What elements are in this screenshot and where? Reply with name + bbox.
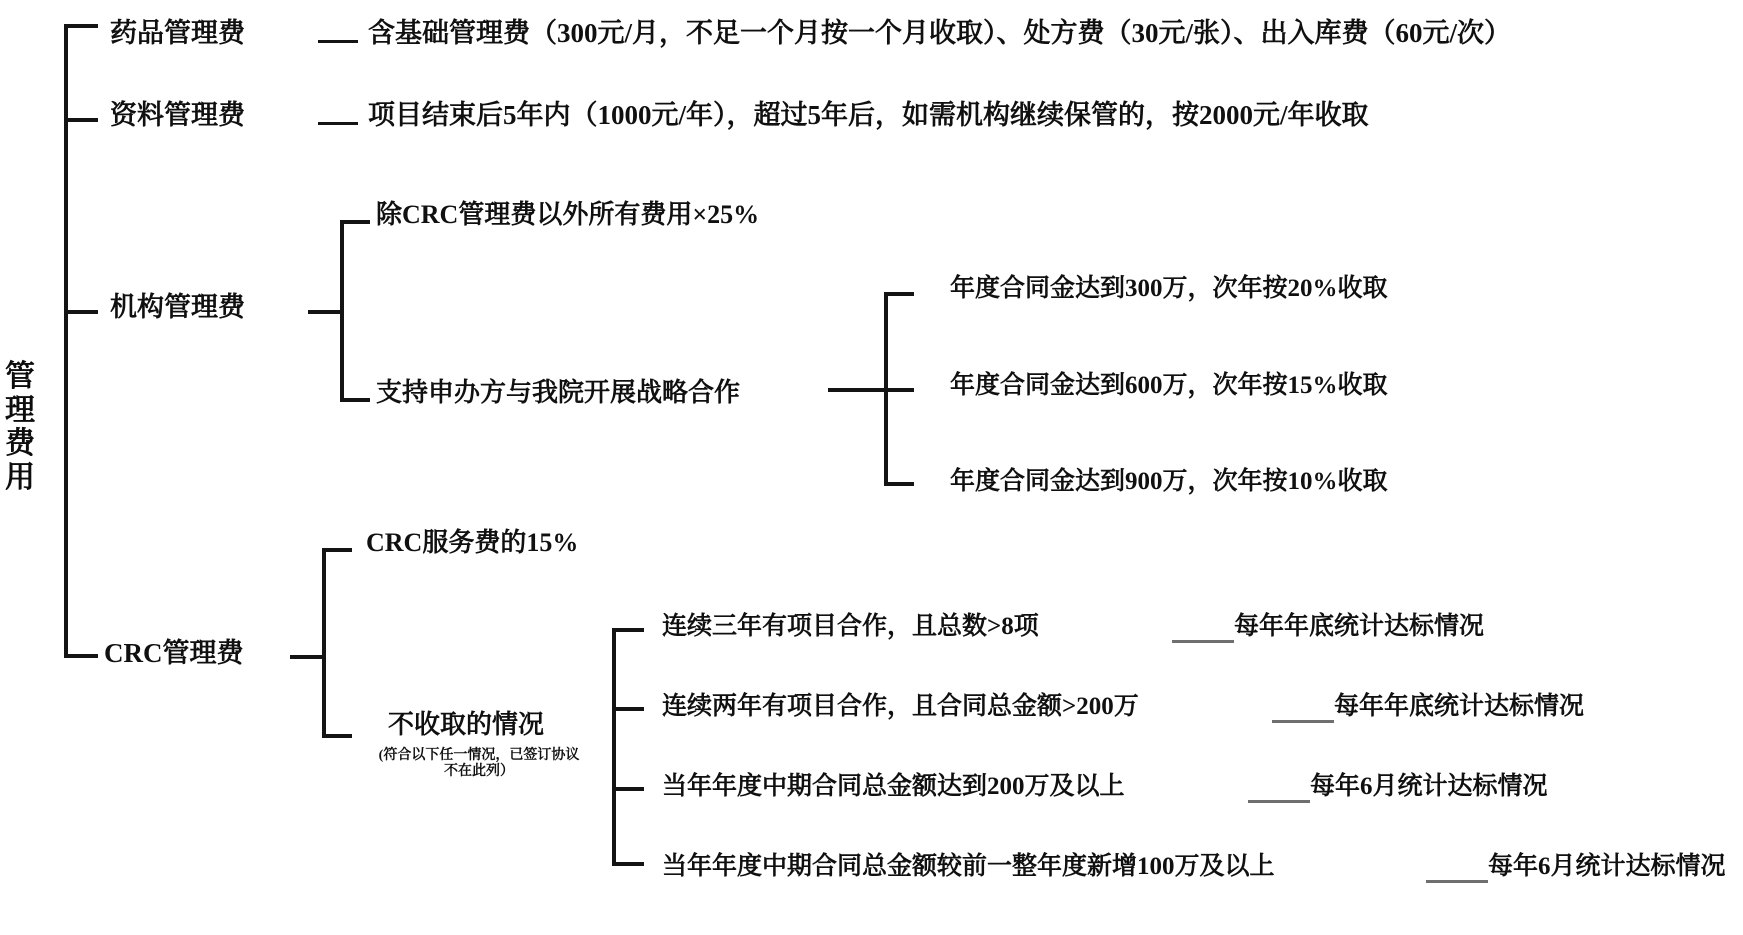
root-label: 管理费用 — [5, 360, 35, 494]
detail-drug-management-fee: 含基础管理费（300元/月，不足一个月按一个月收取）、处方费（30元/张）、出入库费（60元/次） — [368, 18, 1512, 48]
crc-child-rate: CRC服务费的15% — [366, 528, 579, 557]
connector-institution — [308, 310, 342, 314]
waiver-3-tail: 每年6月统计达标情况 — [1310, 773, 1548, 800]
waiver-4-tail: 每年6月统计达标情况 — [1488, 853, 1726, 880]
institution-child-rate: 除CRC管理费以外所有费用×25% — [376, 200, 760, 229]
connector-drug-detail — [318, 40, 358, 43]
waiver-bracket — [612, 628, 644, 866]
detail-archive-management-fee: 项目结束后5年内（1000元/年），超过5年后，如需机构继续保管的，按2000元/年收取 — [368, 100, 1369, 130]
connector-waiver-4-tail — [1426, 880, 1488, 883]
connector-waiver-3-tail — [1248, 800, 1310, 803]
institution-bracket — [340, 220, 370, 402]
connector-waiver-2-tail — [1272, 720, 1334, 723]
connector-waiver-1-tail — [1172, 640, 1234, 643]
branch-label-drug-management-fee: 药品管理费 — [110, 18, 245, 48]
crc-child-waiver: 不收取的情况 — [388, 710, 545, 739]
waiver-1-tail: 每年年底统计达标情况 — [1234, 613, 1485, 640]
branch-label-institution-management-fee: 机构管理费 — [110, 292, 245, 322]
tier-600-label: 年度合同金达到600万，次年按15%收取 — [950, 372, 1388, 399]
tier-300-label: 年度合同金达到300万，次年按20%收取 — [950, 275, 1388, 302]
waiver-tick-2 — [612, 707, 644, 711]
branch-label-archive-management-fee: 资料管理费 — [110, 100, 245, 130]
strategic-tick-middle — [884, 388, 914, 392]
waiver-2-tail: 每年年底统计达标情况 — [1334, 693, 1585, 720]
branch-tick-drug — [64, 118, 98, 122]
waiver-4-label: 当年年度中期合同总金额较前一整年度新增100万及以上 — [662, 853, 1275, 880]
connector-crc — [290, 655, 324, 659]
waiver-2-label: 连续两年有项目合作，且合同总金额>200万 — [662, 693, 1139, 720]
institution-child-strategic: 支持申办方与我院开展战略合作 — [376, 378, 741, 407]
connector-strategic — [828, 388, 886, 392]
waiver-tick-3 — [612, 787, 644, 791]
connector-archive-detail — [318, 122, 358, 125]
waiver-1-label: 连续三年有项目合作，且总数>8项 — [662, 613, 1039, 640]
crc-child-waiver-note: (符合以下任一情况，已签订协议不在此列） — [378, 748, 580, 780]
crc-bracket — [322, 548, 352, 738]
branch-label-crc-management-fee: CRC管理费 — [104, 638, 244, 668]
tier-900-label: 年度合同金达到900万，次年按10%收取 — [950, 468, 1388, 495]
branch-tick-institution — [64, 310, 98, 314]
waiver-3-label: 当年年度中期合同总金额达到200万及以上 — [662, 773, 1125, 800]
